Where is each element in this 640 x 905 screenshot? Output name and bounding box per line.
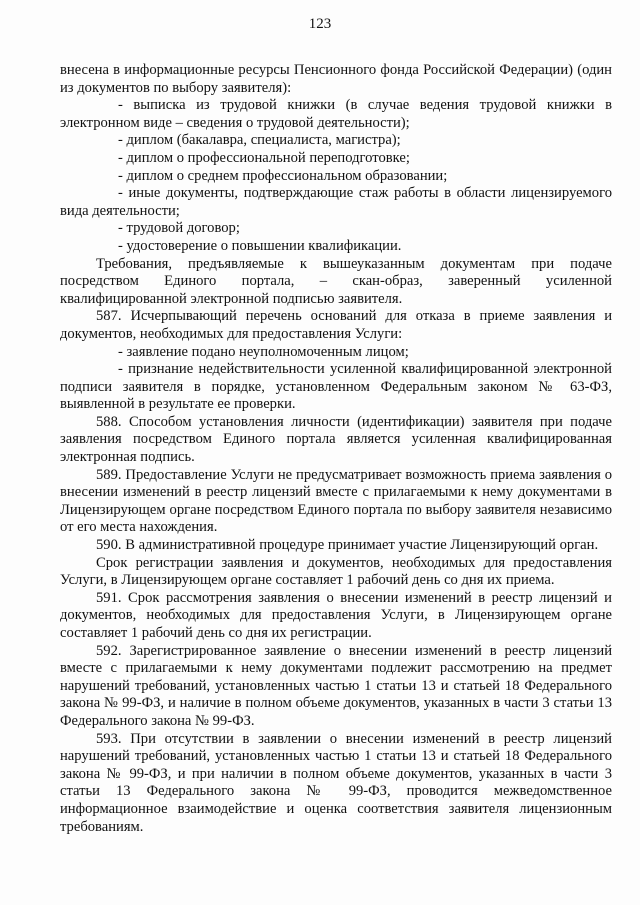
list-item: - трудовой договор;	[118, 220, 240, 237]
paragraph-593: 593. При отсутствии в заявлении о внесении изменений в реестр лицензий нарушений требований, установленных частью 1 статьи 13 и статьей 18 Федерального закона № 99-ФЗ, и при наличии в полном объеме документов, указанных в части 3 статьи 13 Федерального закона № 99-ФЗ, проводится межведомственное информационное взаимодействие и оценка соответствия заявителя лицензионным требованиям.	[60, 730, 612, 835]
list-item: - диплом о профессиональной переподготовке;	[118, 149, 410, 166]
list-item: - иные документы, подтверждающие стаж работы в области лицензируемого вида деятельности;	[60, 185, 612, 219]
document-body	[60, 62, 612, 836]
paragraph-588: 588. Способом установления личности (идентификации) заявителя при подаче заявления посредством Единого портала является усиленная квалифицированная электронная подпись.	[60, 413, 612, 466]
paragraph: внесена в информационные ресурсы Пенсионного фонда Российской Федерации) (один из документов по выбору заявителя):	[60, 62, 612, 96]
paragraph: Требования, предъявляемые к вышеуказанным документам при подаче посредством Единого портала, – скан-образ, заверенный усиленной квалифицированной электронной подписью заявителя.	[60, 255, 612, 307]
list-item: - диплом о среднем профессиональном образовании;	[118, 167, 448, 184]
list-item: - выписка из трудовой книжки (в случае ведения трудовой книжки в электронном виде – сведения о трудовой деятельности);	[60, 97, 612, 131]
paragraph-587: 587. Исчерпывающий перечень оснований для отказа в приеме заявления и документов, необходимых для предоставления Услуги:	[60, 308, 612, 342]
list-item: - заявление подано неуполномоченным лицом;	[118, 343, 409, 360]
paragraph-592: 592. Зарегистрированное заявление о внесении изменений в реестр лицензий вместе с прилагаемыми к нему документами подлежит рассмотрению на предмет нарушений требований, установленных частью 1 статьи 13 и статьей 18 Федерального закона № 99-ФЗ, и наличие в полном объеме документов, указанных в части 3 статьи 13 Федерального закона № 99-ФЗ.	[60, 642, 612, 729]
paragraph-590: 590. В административной процедуре принимает участие Лицензирующий орган.	[96, 537, 599, 554]
page-number: 123	[308, 16, 332, 32]
list-item: - признание недействительности усиленной квалифицированной электронной подписи заявителя в порядке, установленном Федеральным законом № 63-ФЗ, выявленной в результате ее проверки.	[60, 361, 612, 413]
list-item: - диплом (бакалавра, специалиста, магистра);	[118, 132, 401, 149]
list-item: - удостоверение о повышении квалификации.	[118, 237, 402, 254]
paragraph-589: 589. Предоставление Услуги не предусматривает возможность приема заявления о внесении изменений в реестр лицензий вместе с прилагаемыми к нему документами в Лицензирующем органе посредством Единого портала по выбору заявителя независимо от его места нахождения.	[60, 466, 612, 536]
paragraph: Срок регистрации заявления и документов, необходимых для предоставления Услуги, в Лицензирующем органе составляет 1 рабочий день со дня их приема.	[60, 554, 612, 589]
paragraph-591: 591. Срок рассмотрения заявления о внесении изменений в реестр лицензий и документов, необходимых для предоставления Услуги, в Лицензирующем органе составляет 1 рабочий день со дня их регистрации.	[60, 589, 612, 641]
